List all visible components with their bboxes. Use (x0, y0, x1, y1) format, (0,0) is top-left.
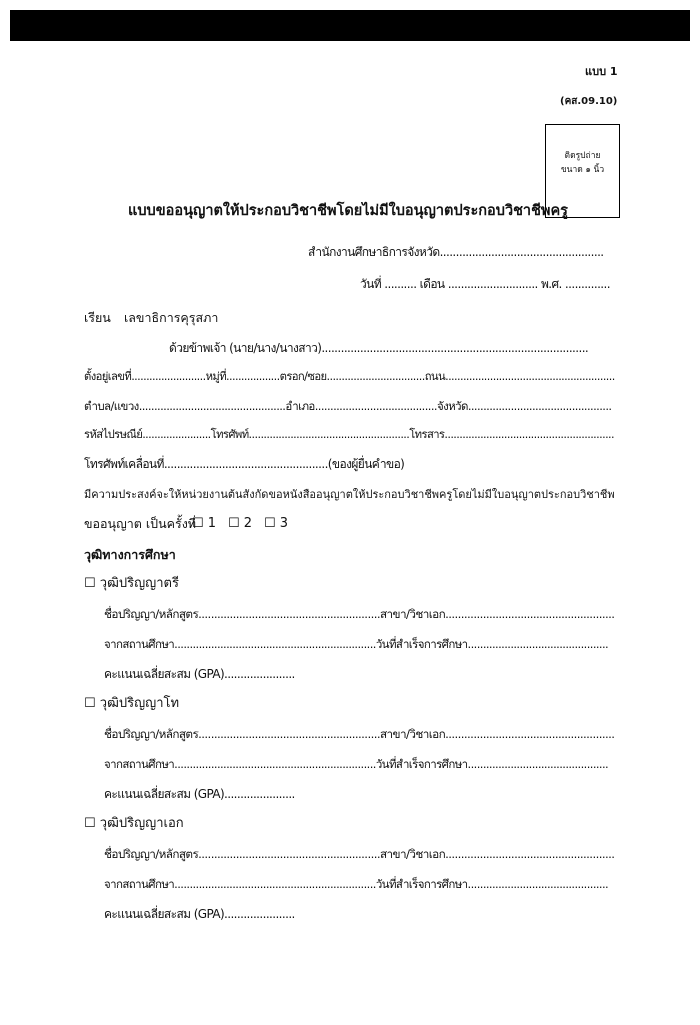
master-institution-field[interactable]: จากสถานศึกษา..................................................................วันที่สำเร็จการศึกษา.............................................. (104, 757, 609, 771)
request-option-1[interactable]: ☐ 1 (192, 516, 217, 531)
photo-box-label: ติดรูปถ่าย (564, 151, 601, 161)
purpose-text: มีความประสงค์จะให้หน่วยงานต้นสังกัดขอหนังสืออนุญาตให้ประกอบวิชาชีพครูโดยไม่มีใบอนุญาตประกอบวิชาชีพ (84, 488, 615, 501)
address-line-1[interactable]: ตั้งอยู่เลขที่.........................หมู่ที่..................ตรอก/ซอย.................................ถนน......................................................... (84, 370, 615, 383)
form-title: แบบขออนุญาตให้ประกอบวิชาชีพโดยไม่มีใบอนุญาตประกอบวิชาชีพครู (128, 203, 568, 219)
top-black-bar (10, 10, 690, 41)
address-line-2[interactable]: ตำบล/แขวง................................................อำเภอ........................................จังหวัด............................................... (84, 399, 612, 413)
master-degree-field[interactable]: ชื่อปริญญา/หลักสูตร..........................................................สาขา/วิชาเอก...................................................... (104, 727, 615, 741)
photo-box-size: ขนาด ๑ นิ้ว (560, 165, 605, 175)
doctorate-degree-field[interactable]: ชื่อปริญญา/หลักสูตร..........................................................สาขา/วิชาเอก...................................................... (104, 847, 615, 861)
bachelor-checkbox[interactable]: ☐ วุฒิปริญญาตรี (84, 576, 179, 591)
request-count-label: ขออนุญาต เป็นครั้งที่ (84, 516, 197, 531)
doctorate-gpa-field[interactable]: คะแนนเฉลี่ยสะสม (GPA)...................... (104, 907, 295, 921)
education-heading: วุฒิทางการศึกษา (84, 547, 176, 562)
bachelor-gpa-field[interactable]: คะแนนเฉลี่ยสะสม (GPA)...................... (104, 667, 295, 681)
form-reference: (คส.09.10) (560, 96, 618, 107)
request-option-2[interactable]: ☐ 2 (228, 516, 253, 531)
bachelor-institution-field[interactable]: จากสถานศึกษา..................................................................วันที่สำเร็จการศึกษา.............................................. (104, 637, 609, 651)
request-option-3[interactable]: ☐ 3 (264, 516, 289, 531)
salutation-recipient: เลขาธิการคุรุสภา (124, 310, 219, 325)
date-field[interactable]: วันที่ .......... เดือน ............................ พ.ศ. .............. (360, 277, 610, 291)
doctorate-institution-field[interactable]: จากสถานศึกษา..................................................................วันที่สำเร็จการศึกษา.............................................. (104, 877, 609, 891)
mobile-phone-field[interactable]: โทรศัพท์เคลื่อนที่...................................................(ของผู้ยื่นคำขอ) (84, 457, 405, 471)
applicant-name-field[interactable]: ด้วยข้าพเจ้า (นาย/นาง/นางสาว)................................................................................... (169, 341, 589, 355)
address-line-3[interactable]: รหัสไปรษณีย์.......................โทรศัพท์......................................................โทรสาร......................................................... (84, 428, 615, 441)
bachelor-degree-field[interactable]: ชื่อปริญญา/หลักสูตร..........................................................สาขา/วิชาเอก...................................................... (104, 607, 615, 621)
master-checkbox[interactable]: ☐ วุฒิปริญญาโท (84, 696, 180, 711)
master-gpa-field[interactable]: คะแนนเฉลี่ยสะสม (GPA)...................... (104, 787, 295, 801)
doctorate-checkbox[interactable]: ☐ วุฒิปริญญาเอก (84, 816, 184, 831)
form-code: แบบ 1 (585, 65, 618, 78)
office-field[interactable]: สำนักงานศึกษาธิการจังหวัด................................................... (308, 245, 604, 259)
salutation-label: เรียน (84, 310, 111, 325)
